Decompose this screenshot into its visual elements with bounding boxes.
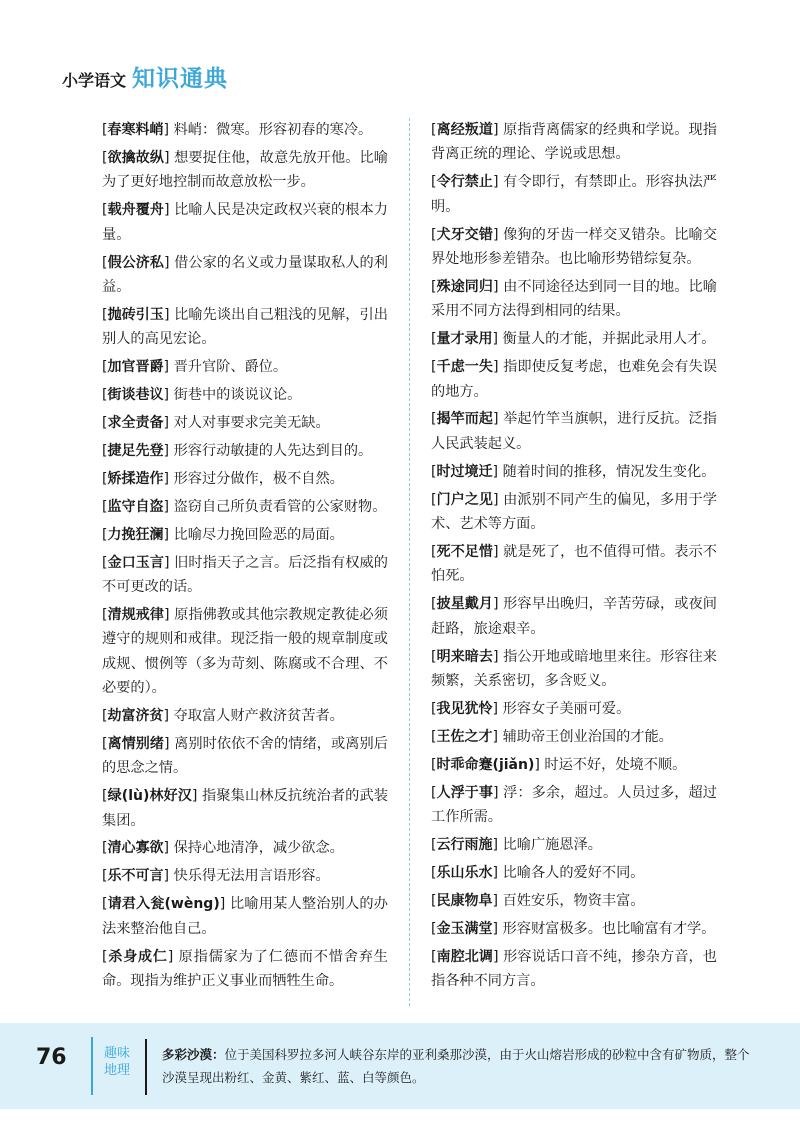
bracket-open: [ xyxy=(102,470,108,487)
bracket-close: ] xyxy=(492,784,504,801)
idiom-definition: 保持心地清净，减少欲念。 xyxy=(173,840,344,857)
bracket-open: [ xyxy=(431,728,437,745)
idiom-entry xyxy=(102,945,388,994)
idiom-term: 请君入瓮(wèng) xyxy=(107,896,220,913)
idiom-definition: 指公开地或暗地里来往。形容往来频繁，关系密切，多含贬义。 xyxy=(431,648,717,690)
bracket-close: ] xyxy=(492,122,504,138)
idiom-entry xyxy=(431,327,717,351)
bracket-open: [ xyxy=(102,606,108,623)
column-divider xyxy=(409,118,410,1006)
idiom-entry xyxy=(431,170,717,219)
bracket-close: ] xyxy=(492,411,504,428)
idiom-entry xyxy=(431,725,717,749)
bracket-close: ] xyxy=(492,596,504,613)
idiom-definition: 衡量人的才能，并据此录用人才。 xyxy=(502,331,716,348)
bracket-open: [ xyxy=(102,149,108,166)
idiom-definition: 原指佛教或其他宗教规定教徒必须遵守的规则和戒律。现泛指一般的规章制度或成规、惯例等（多为苛刻、陈腐或不合理、不必要的）。 xyxy=(102,606,388,697)
bracket-close: ] xyxy=(163,306,175,323)
idiom-definition: 形容财富极多。也比喻富有才学。 xyxy=(502,920,716,937)
bracket-open: [ xyxy=(431,596,437,613)
idiom-definition: 比喻尽力挽回险恶的局面。 xyxy=(173,526,344,543)
bracket-open: [ xyxy=(102,306,108,323)
idiom-definition: 有令即行，有禁即止。形容执法严明。 xyxy=(431,174,717,215)
idiom-term: 民康物阜 xyxy=(436,892,493,909)
bracket-close: ] xyxy=(163,735,175,752)
bracket-open: [ xyxy=(431,756,437,773)
idiom-definition: 比喻各人的爱好不同。 xyxy=(502,864,645,881)
idiom-term: 量才录用 xyxy=(436,331,493,348)
idiom-term: 力挽狂澜 xyxy=(107,526,164,543)
idiom-term: 金口玉言 xyxy=(107,554,164,571)
idiom-term: 春寒料峭 xyxy=(107,122,164,138)
bracket-close: ] xyxy=(163,707,174,724)
bracket-close: ] xyxy=(163,122,174,138)
idiom-term: 犬牙交错 xyxy=(436,226,493,243)
header-title: 知识通典 xyxy=(132,66,229,92)
idiom-definition: 借公家的名义或力量谋取私人的利益。 xyxy=(102,254,388,295)
idiom-entry xyxy=(102,251,388,300)
idiom-definition: 由派别不同产生的偏见，多用于学术、艺术等方面。 xyxy=(431,491,717,533)
bracket-close: ] xyxy=(163,470,174,487)
idiom-term: 抛砖引玉 xyxy=(107,306,164,323)
idiom-term: 人浮于事 xyxy=(436,784,493,801)
bracket-close: ] xyxy=(492,174,504,191)
idiom-definition: 形容说话口音不纯，掺杂方音，也指各种不同方言。 xyxy=(431,948,717,989)
idiom-term: 乐山乐水 xyxy=(436,864,493,881)
idiom-entry xyxy=(431,540,717,589)
idiom-entry xyxy=(431,833,717,857)
bracket-close: ] xyxy=(163,554,175,571)
idiom-entry xyxy=(431,355,717,404)
bracket-open: [ xyxy=(431,122,437,138)
idiom-definition: 晋升官阶、爵位。 xyxy=(173,359,288,376)
idiom-term: 监守自盗 xyxy=(107,498,164,515)
bracket-close: ] xyxy=(492,700,503,717)
idiom-entry xyxy=(102,146,388,195)
idiom-term: 载舟覆舟 xyxy=(107,202,164,219)
idiom-term: 披星戴月 xyxy=(436,596,493,613)
bracket-close: ] xyxy=(167,948,179,965)
idiom-entry xyxy=(431,275,717,324)
idiom-definition: 形容早出晚归，辛苦劳碌，或夜间赶路，旅途艰辛。 xyxy=(431,596,717,637)
idiom-entry xyxy=(102,892,388,941)
footer-bar xyxy=(0,1023,800,1109)
idiom-term: 揭竿而起 xyxy=(436,411,493,428)
bracket-open: [ xyxy=(431,892,437,909)
bracket-open: [ xyxy=(102,498,108,515)
idiom-term: 时乖命蹇(jiǎn) xyxy=(436,756,535,773)
idiom-definition: 指聚集山林反抗统治者的武装集团。 xyxy=(102,788,388,829)
bracket-close: ] xyxy=(492,948,504,965)
page-number: 76 xyxy=(36,1045,67,1070)
bracket-close: ] xyxy=(163,868,174,885)
idiom-definition: 形容过分做作，极不自然。 xyxy=(173,470,344,487)
bracket-close: ] xyxy=(492,728,503,745)
idiom-definition: 比喻广施恩泽。 xyxy=(502,836,602,853)
bracket-open: [ xyxy=(431,411,437,428)
bracket-open: [ xyxy=(102,735,108,752)
idiom-term: 殊途同归 xyxy=(436,278,493,295)
idiom-entry xyxy=(431,945,717,994)
idiom-definition: 就是死了，也不值得可惜。表示不怕死。 xyxy=(431,544,717,585)
idiom-entry xyxy=(431,460,717,484)
footer-rule xyxy=(145,1039,147,1095)
idiom-entry xyxy=(431,917,717,941)
idiom-term: 乐不可言 xyxy=(107,868,164,885)
idiom-term: 我见犹怜 xyxy=(436,700,493,717)
idiom-definition: 原指背离儒家的经典和学说。现指背离正统的理论、学说或思想。 xyxy=(431,122,717,163)
idiom-entry xyxy=(102,495,388,519)
idiom-definition: 比喻人民是决定政权兴衰的根本力量。 xyxy=(102,202,388,243)
bracket-close: ] xyxy=(163,606,175,623)
idiom-term: 欲擒故纵 xyxy=(107,149,164,166)
bracket-close: ] xyxy=(534,756,545,773)
header-subtitle: 小学语文 xyxy=(62,71,127,90)
idiom-term: 王佐之才 xyxy=(436,728,493,745)
bracket-open: [ xyxy=(431,359,437,376)
idiom-term: 门户之见 xyxy=(436,491,493,508)
bracket-close: ] xyxy=(163,526,174,543)
bracket-open: [ xyxy=(102,442,108,459)
idiom-definition: 时运不好，处境不顺。 xyxy=(544,756,687,773)
bracket-open: [ xyxy=(431,836,437,853)
idiom-entry xyxy=(102,411,388,435)
bracket-close: ] xyxy=(492,544,504,560)
idiom-entry xyxy=(431,753,717,777)
idiom-entry xyxy=(102,523,388,547)
bracket-open: [ xyxy=(431,948,437,965)
idiom-entry xyxy=(431,645,717,694)
idiom-definition: 街巷中的谈说议论。 xyxy=(173,387,302,404)
bracket-open: [ xyxy=(102,387,108,404)
bracket-open: [ xyxy=(102,359,108,376)
bracket-close: ] xyxy=(492,864,503,881)
idiom-entry xyxy=(102,551,388,600)
footer-tag-line2: 地理 xyxy=(104,1063,131,1078)
idiom-entry xyxy=(102,732,388,781)
idiom-entry xyxy=(431,488,717,537)
bracket-close: ] xyxy=(163,414,174,431)
idiom-entry xyxy=(431,223,717,272)
footer-tag-line1: 趣味 xyxy=(104,1046,131,1061)
bracket-open: [ xyxy=(102,707,108,724)
bracket-open: [ xyxy=(431,700,437,717)
footer-tag xyxy=(104,1045,130,1079)
idiom-definition: 对人对事要求完美无缺。 xyxy=(173,414,330,431)
idiom-term: 千虑一失 xyxy=(436,359,493,376)
bracket-close: ] xyxy=(492,463,503,480)
idiom-definition: 盗窃自己所负责看管的公家财物。 xyxy=(173,498,387,515)
idiom-term: 街谈巷议 xyxy=(107,387,164,404)
bracket-close: ] xyxy=(191,788,203,805)
bracket-open: [ xyxy=(102,896,108,913)
idiom-definition: 随着时间的推移，情况发生变化。 xyxy=(502,463,716,480)
idiom-entry xyxy=(431,889,717,913)
idiom-definition: 离别时依依不舍的情绪，或离别后的思念之情。 xyxy=(102,735,388,777)
bracket-open: [ xyxy=(102,868,108,885)
bracket-open: [ xyxy=(102,554,108,571)
idiom-entry xyxy=(431,407,717,456)
idiom-definition: 浮：多余，超过。人员过多，超过工作所需。 xyxy=(431,784,717,826)
idiom-entry xyxy=(102,704,388,728)
bracket-open: [ xyxy=(431,331,437,348)
idiom-entry xyxy=(102,303,388,352)
idiom-term: 加官晋爵 xyxy=(107,359,164,376)
footer-fact xyxy=(162,1043,752,1089)
bracket-open: [ xyxy=(431,784,437,801)
page-header xyxy=(62,60,228,96)
idiom-definition: 百姓安乐，物资丰富。 xyxy=(502,892,645,909)
idiom-entry xyxy=(102,439,388,463)
bracket-open: [ xyxy=(431,174,437,191)
idiom-definition: 形容行动敏捷的人先达到目的。 xyxy=(173,442,373,459)
bracket-close: ] xyxy=(163,840,174,857)
fact-title: 多彩沙漠： xyxy=(162,1047,225,1062)
bracket-open: [ xyxy=(102,254,108,271)
idiom-term: 绿(lù)林好汉 xyxy=(107,788,192,805)
idiom-entry xyxy=(102,355,388,379)
bracket-close: ] xyxy=(492,920,503,937)
bracket-close: ] xyxy=(492,226,504,243)
idiom-definition: 料峭：微寒。形容初春的寒冷。 xyxy=(173,122,373,138)
idiom-entry xyxy=(102,836,388,860)
bracket-close: ] xyxy=(219,896,230,913)
bracket-open: [ xyxy=(431,920,437,937)
idiom-definition: 辅助帝王创业治国的才能。 xyxy=(502,728,673,745)
bracket-open: [ xyxy=(102,788,108,805)
bracket-open: [ xyxy=(431,544,437,560)
bracket-close: ] xyxy=(163,202,175,219)
bracket-open: [ xyxy=(102,122,108,138)
idiom-definition: 比喻先谈出自己粗浅的见解，引出别人的高见宏论。 xyxy=(102,306,388,348)
idiom-term: 云行雨施 xyxy=(436,836,493,853)
idiom-entry xyxy=(102,198,388,247)
bracket-open: [ xyxy=(431,648,437,665)
idiom-entry xyxy=(102,784,388,833)
idiom-definition: 想要捉住他，故意先放开他。比喻为了更好地控制而故意放松一步。 xyxy=(102,149,388,191)
idiom-term: 明来暗去 xyxy=(436,648,493,665)
bracket-open: [ xyxy=(102,202,108,219)
bracket-open: [ xyxy=(431,491,437,508)
bracket-open: [ xyxy=(102,948,108,965)
idiom-definition: 旧时指天子之言。后泛指有权威的不可更改的话。 xyxy=(102,554,388,595)
idiom-entry xyxy=(102,467,388,491)
idiom-entry xyxy=(431,592,717,641)
idiom-definition: 比喻用某人整治别人的办法来整治他自己。 xyxy=(102,896,388,937)
idiom-term: 死不足惜 xyxy=(436,544,493,560)
bracket-close: ] xyxy=(163,359,174,376)
idiom-entry xyxy=(431,781,717,830)
bracket-close: ] xyxy=(492,836,503,853)
idiom-definition: 像狗的牙齿一样交叉错杂。比喻交界处地形参差错杂。也比喻形势错综复杂。 xyxy=(431,226,717,268)
idiom-term: 求全责备 xyxy=(107,414,164,431)
bracket-open: [ xyxy=(431,278,437,295)
idiom-definition: 指即使反复考虑，也难免会有失误的地方。 xyxy=(431,359,717,400)
idiom-term: 离情别绪 xyxy=(107,735,164,752)
idiom-entry xyxy=(431,118,717,167)
bracket-close: ] xyxy=(163,442,174,459)
bracket-close: ] xyxy=(163,387,174,404)
idiom-term: 劫富济贫 xyxy=(107,707,164,724)
idiom-entry xyxy=(431,861,717,885)
bracket-open: [ xyxy=(102,414,108,431)
idiom-entry xyxy=(102,864,388,888)
idiom-entry xyxy=(102,383,388,407)
bracket-close: ] xyxy=(163,254,175,271)
idiom-definition: 形容女子美丽可爱。 xyxy=(502,700,631,717)
bracket-close: ] xyxy=(492,648,504,665)
bracket-close: ] xyxy=(163,149,175,166)
bracket-close: ] xyxy=(492,331,503,348)
bracket-close: ] xyxy=(492,892,503,909)
idiom-definition: 快乐得无法用言语形容。 xyxy=(173,868,330,885)
idiom-term: 南腔北调 xyxy=(436,948,493,965)
idiom-term: 金玉满堂 xyxy=(436,920,493,937)
idiom-term: 时过境迁 xyxy=(436,463,493,480)
idiom-term: 矫揉造作 xyxy=(107,470,164,487)
right-column xyxy=(431,118,717,997)
bracket-close: ] xyxy=(492,359,504,376)
idiom-term: 杀身成仁 xyxy=(107,948,168,965)
bracket-open: [ xyxy=(431,463,437,480)
idiom-definition: 夺取富人财产救济贫苦者。 xyxy=(173,707,344,724)
idiom-term: 捷足先登 xyxy=(107,442,164,459)
idiom-term: 清规戒律 xyxy=(107,606,164,623)
idiom-entry xyxy=(102,603,388,701)
idiom-entry xyxy=(431,697,717,721)
fact-text: 位于美国科罗拉多河人峡谷东岸的亚利桑那沙漠，由于火山熔岩形成的砂粒中含有矿物质，整个沙漠呈现出粉红、金黄、紫红、蓝、白等颜色。 xyxy=(162,1047,750,1085)
idiom-definition: 举起竹竿当旗帜，进行反抗。泛指人民武装起义。 xyxy=(431,411,717,452)
bracket-close: ] xyxy=(492,278,504,295)
idiom-term: 令行禁止 xyxy=(436,174,493,191)
bracket-open: [ xyxy=(431,864,437,881)
idiom-term: 清心寡欲 xyxy=(107,840,164,857)
idiom-definition: 由不同途径达到同一目的地。比喻采用不同方法得到相同的结果。 xyxy=(431,278,717,320)
footer-divider xyxy=(91,1037,93,1095)
idiom-entry xyxy=(102,118,388,142)
idiom-term: 离经叛道 xyxy=(436,122,493,138)
bracket-close: ] xyxy=(163,498,174,515)
bracket-open: [ xyxy=(431,226,437,243)
left-column xyxy=(102,118,388,997)
idiom-definition: 原指儒家为了仁德而不惜舍弃生命。现指为维护正义事业而牺牲生命。 xyxy=(102,948,388,989)
bracket-close: ] xyxy=(492,491,504,508)
idiom-term: 假公济私 xyxy=(107,254,164,271)
bracket-open: [ xyxy=(102,526,108,543)
bracket-open: [ xyxy=(102,840,108,857)
